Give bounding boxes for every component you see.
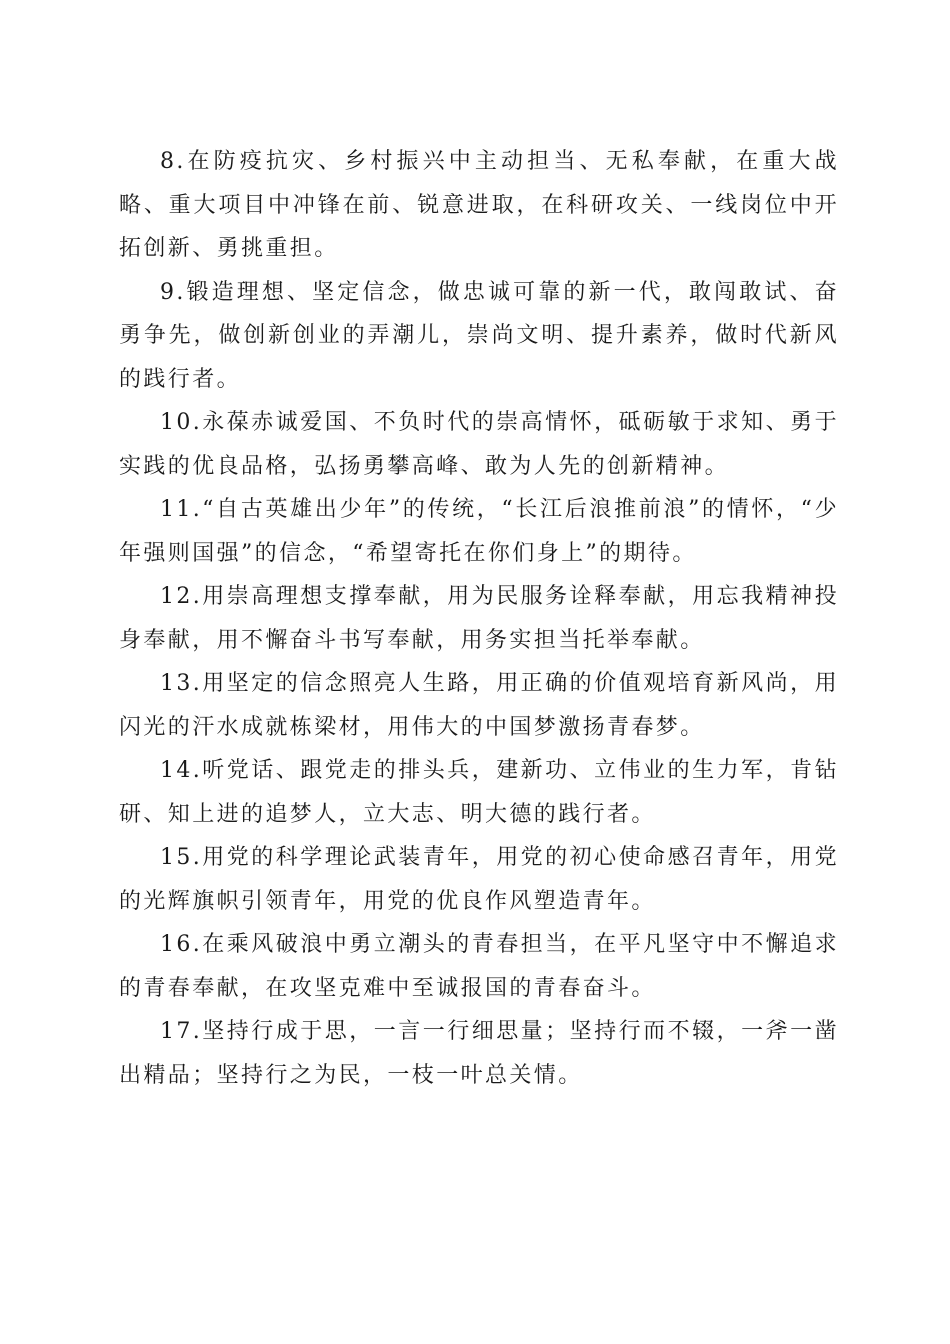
paragraph-item-11: 11.“自古英雄出少年”的传统，“长江后浪推前浪”的情怀，“少年强则国强”的信念，“希望寄托在你们身上”的期待。 [119,497,839,566]
paragraph-item-13: 13.用坚定的信念照亮人生路，用正确的价值观培育新风尚，用闪光的汗水成就栋梁材，用伟大的中国梦激扬青春梦。 [119,671,839,740]
paragraph-item-16: 16.在乘风破浪中勇立潮头的青春担当，在平凡坚守中不懈追求的青春奉献，在攻坚克难中至诚报国的青春奋斗。 [119,932,839,1001]
paragraph-item-9: 9.锻造理想、坚定信念，做忠诚可靠的新一代，敢闯敢试、奋勇争先，做创新创业的弄潮儿，崇尚文明、提升素养，做时代新风的践行者。 [119,279,839,392]
paragraph-item-14: 14.听党话、跟党走的排头兵，建新功、立伟业的生力军，肯钻研、知上进的追梦人，立大志、明大德的践行者。 [119,758,839,827]
paragraph-item-12: 12.用崇高理想支撑奉献，用为民服务诠释奉献，用忘我精神投身奉献，用不懈奋斗书写奉献，用务实担当托举奉献。 [119,584,839,653]
paragraph-item-17: 17.坚持行成于思，一言一行细思量；坚持行而不辍，一斧一凿出精品；坚持行之为民，一枝一叶总关情。 [119,1019,839,1088]
paragraph-item-10: 10.永葆赤诚爱国、不负时代的崇高情怀，砥砺敏于求知、勇于实践的优良品格，弘扬勇攀高峰、敢为人先的创新精神。 [119,410,839,479]
paragraph-item-8: 8.在防疫抗灾、乡村振兴中主动担当、无私奉献，在重大战略、重大项目中冲锋在前、锐意进取，在科研攻关、一线岗位中开拓创新、勇挑重担。 [119,149,839,261]
document-body [119,140,839,1097]
paragraph-item-15: 15.用党的科学理论武装青年，用党的初心使命感召青年，用党的光辉旗帜引领青年，用党的优良作风塑造青年。 [119,845,839,914]
